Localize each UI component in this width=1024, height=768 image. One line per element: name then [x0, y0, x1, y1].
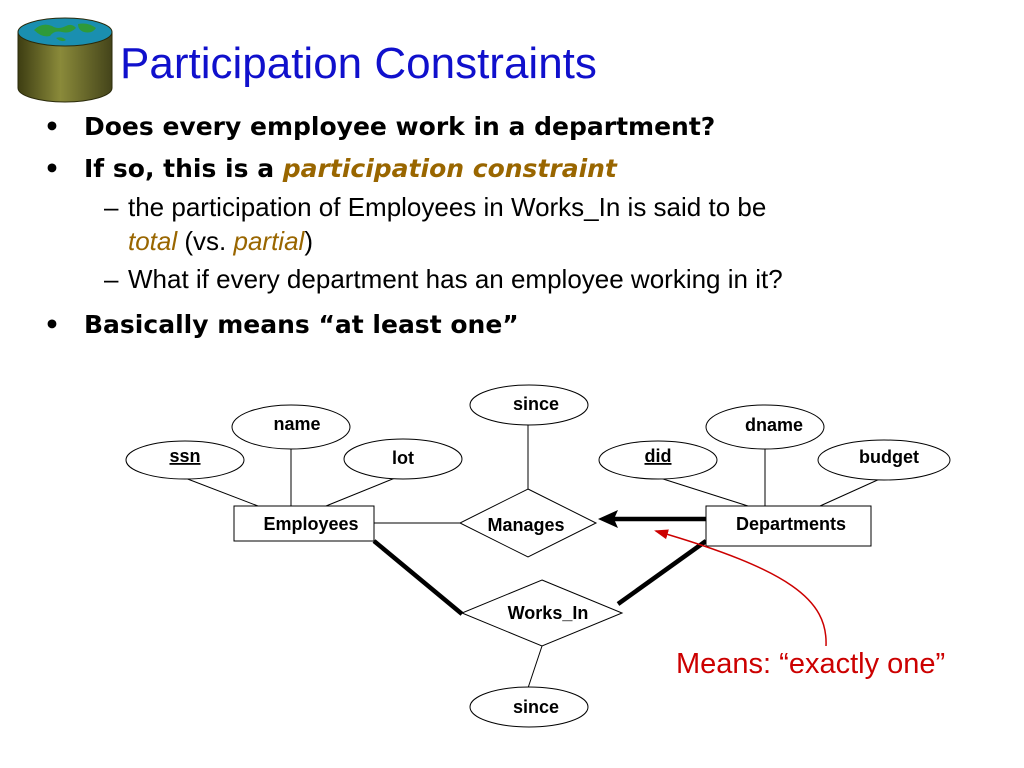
emphasis-term: participation constraint	[282, 154, 617, 183]
dash-marker: –	[104, 264, 119, 294]
dash-marker: –	[104, 192, 119, 222]
attribute-budget-label: budget	[859, 447, 919, 467]
term-partial: partial	[233, 226, 305, 256]
edge-departments-works-in-total	[618, 541, 706, 604]
bullet-text: If so, this is a	[84, 154, 283, 183]
entity-departments-label: Departments	[735, 514, 847, 534]
bullet-dot: •	[44, 112, 60, 141]
relationship-manages-label: Manages	[487, 515, 565, 535]
edge-works-in-since	[528, 646, 542, 688]
subbullet-text: What if every department has an employee working in it?	[128, 264, 783, 294]
attribute-dname-label: dname	[744, 415, 804, 435]
attribute-since-manages-label: since	[512, 394, 560, 414]
relationship-works-in-label: Works_In	[507, 603, 589, 623]
attribute-name-label: name	[273, 414, 321, 434]
attribute-since-works-in-label: since	[512, 697, 560, 717]
entity-employees-label: Employees	[263, 514, 359, 534]
subbullet-text: the participation of Employees in Works_In is said to be	[128, 192, 767, 222]
slide-title: Participation Constraints	[120, 39, 597, 88]
bullet-dot: •	[44, 310, 60, 339]
bullet-text: Does every employee work in a department?	[84, 112, 716, 141]
attribute-did-label: did	[644, 446, 672, 466]
annotation-exactly-one: Means: “exactly one”	[676, 648, 946, 680]
bullet-dot: •	[44, 154, 60, 183]
bullet-text: Basically means “at least one”	[84, 310, 519, 339]
subbullet-total-participation: – the participation of Employees in Works_In is said to be total (vs. partial)	[104, 192, 767, 256]
edge-ssn-employees	[185, 478, 258, 506]
attribute-ssn-label: ssn	[169, 446, 201, 466]
edge-lot-employees	[326, 478, 395, 506]
term-total: total	[128, 226, 178, 256]
attribute-lot-label: lot	[392, 448, 414, 468]
edge-budget-departments	[820, 478, 882, 506]
annotation-arrow	[656, 531, 826, 646]
edge-did-departments	[660, 478, 748, 506]
edge-employees-works-in-total	[374, 541, 462, 614]
